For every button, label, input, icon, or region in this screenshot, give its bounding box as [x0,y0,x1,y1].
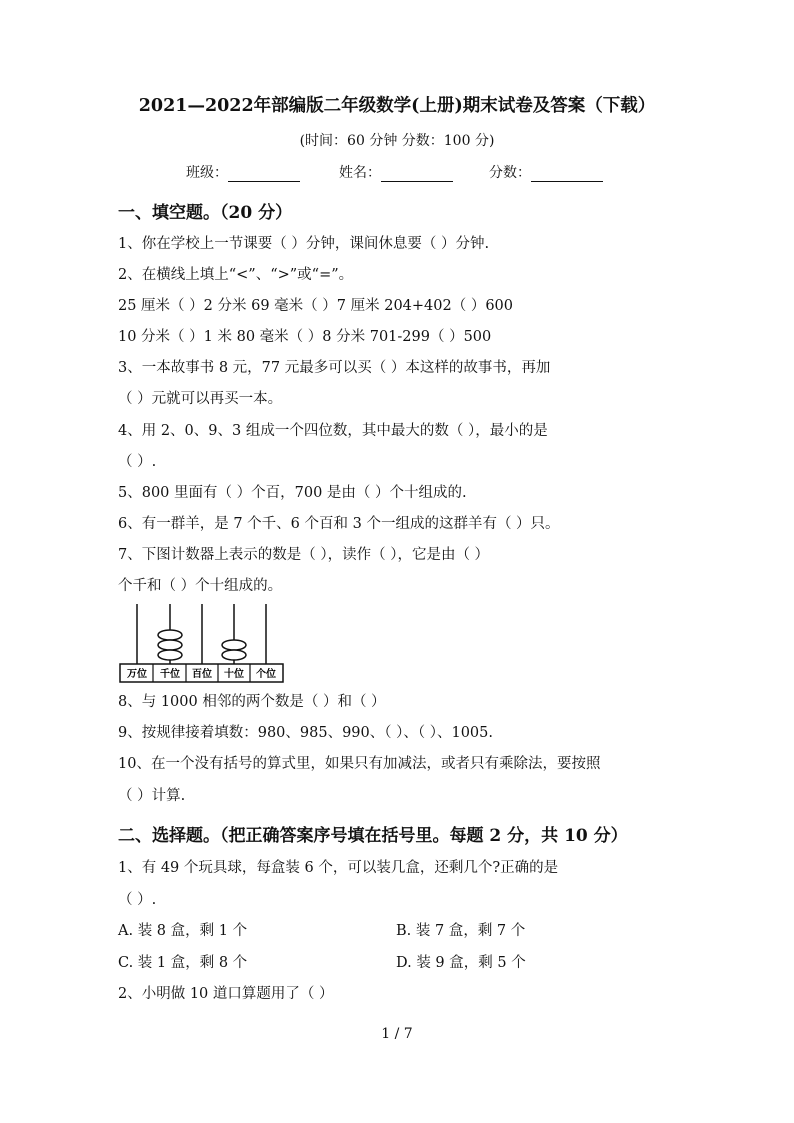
abacus-bead [158,640,182,650]
abacus-bead [158,650,182,660]
question-line: 个千和（ ）个十组成的。 [118,578,283,594]
question-line: （ ）. [118,454,157,470]
question-line: 2、在横线上填上“<”、“>”或“=”。 [118,267,354,283]
question-line: 2、小明做 10 道口算题用了（ ） [118,986,334,1002]
question-line: 4、用 2、0、9、3 组成一个四位数，其中最大的数（ ），最小的是 [118,423,548,439]
abacus-label: 万位 [127,669,147,680]
option-c: C. 装 1 盒，剩 8 个 [118,955,248,971]
abacus-bead [158,630,182,640]
score-blank[interactable] [531,163,603,182]
question-line: 8、与 1000 相邻的两个数是（ ）和（ ） [118,694,386,710]
abacus-label: 个位 [256,669,276,680]
question-line: （ ）. [118,892,157,908]
option-b: B. 装 7 盒，剩 7 个 [396,923,526,939]
question-line: 9、按规律接着填数：980、985、990、（ ）、（ ）、1005. [118,725,493,741]
question-line: 3、一本故事书 8 元，77 元最多可以买（ ）本这样的故事书，再加 [118,360,551,376]
abacus-bead [222,640,246,650]
class-label: 班级： [186,165,228,181]
option-d: D. 装 9 盒，剩 5 个 [396,955,526,971]
question-line: 6、有一群羊，是 7 个千、6 个百和 3 个一组成的这群羊有（ ）只。 [118,516,560,532]
abacus-figure [118,602,288,684]
question-line: 1、有 49 个玩具球，每盒装 6 个，可以装几盒，还剩几个?正确的是 [118,860,559,876]
exam-time-score: (时间：60 分钟 分数：100 分) [299,133,495,149]
question-line: 7、下图计数器上表示的数是（ ），读作（ ），它是由（ ） [118,547,490,563]
score-label: 分数： [489,165,531,181]
abacus-label: 千位 [160,669,180,680]
option-a: A. 装 8 盒，剩 1 个 [118,923,248,939]
section2-heading: 二、选择题。（把正确答案序号填在括号里。每题 2 分，共 10 分） [118,826,628,846]
question-line: 5、800 里面有（ ）个百，700 是由（ ）个十组成的. [118,485,467,501]
question-line: 1、你在学校上一节课要（ ）分钟，课间休息要（ ）分钟. [118,236,490,252]
question-line: 10、在一个没有括号的算式里，如果只有加减法，或者只有乘除法，要按照 [118,756,601,772]
class-blank[interactable] [228,163,300,182]
abacus-bead [222,650,246,660]
class-field [186,162,300,182]
abacus-label: 百位 [192,669,212,680]
name-field [339,162,453,182]
name-label: 姓名： [339,165,381,181]
section1-heading: 一、填空题。（20 分） [118,203,293,223]
question-line: 25 厘米（ ）2 分米 69 毫米（ ）7 厘米 204+402（ ）600 [118,298,514,314]
score-field [489,162,603,182]
abacus-label: 十位 [224,669,244,680]
exam-title: 2021—2022年部编版二年级数学(上册)期末试卷及答案（下载） [138,96,656,116]
question-line: 10 分米（ ）1 米 80 毫米（ ）8 分米 701-299（ ）500 [118,329,492,345]
question-line: （ ）计算. [118,788,186,804]
name-blank[interactable] [381,163,453,182]
page-number: 1 / 7 [381,1026,413,1042]
question-line: （ ）元就可以再买一本。 [118,391,283,407]
